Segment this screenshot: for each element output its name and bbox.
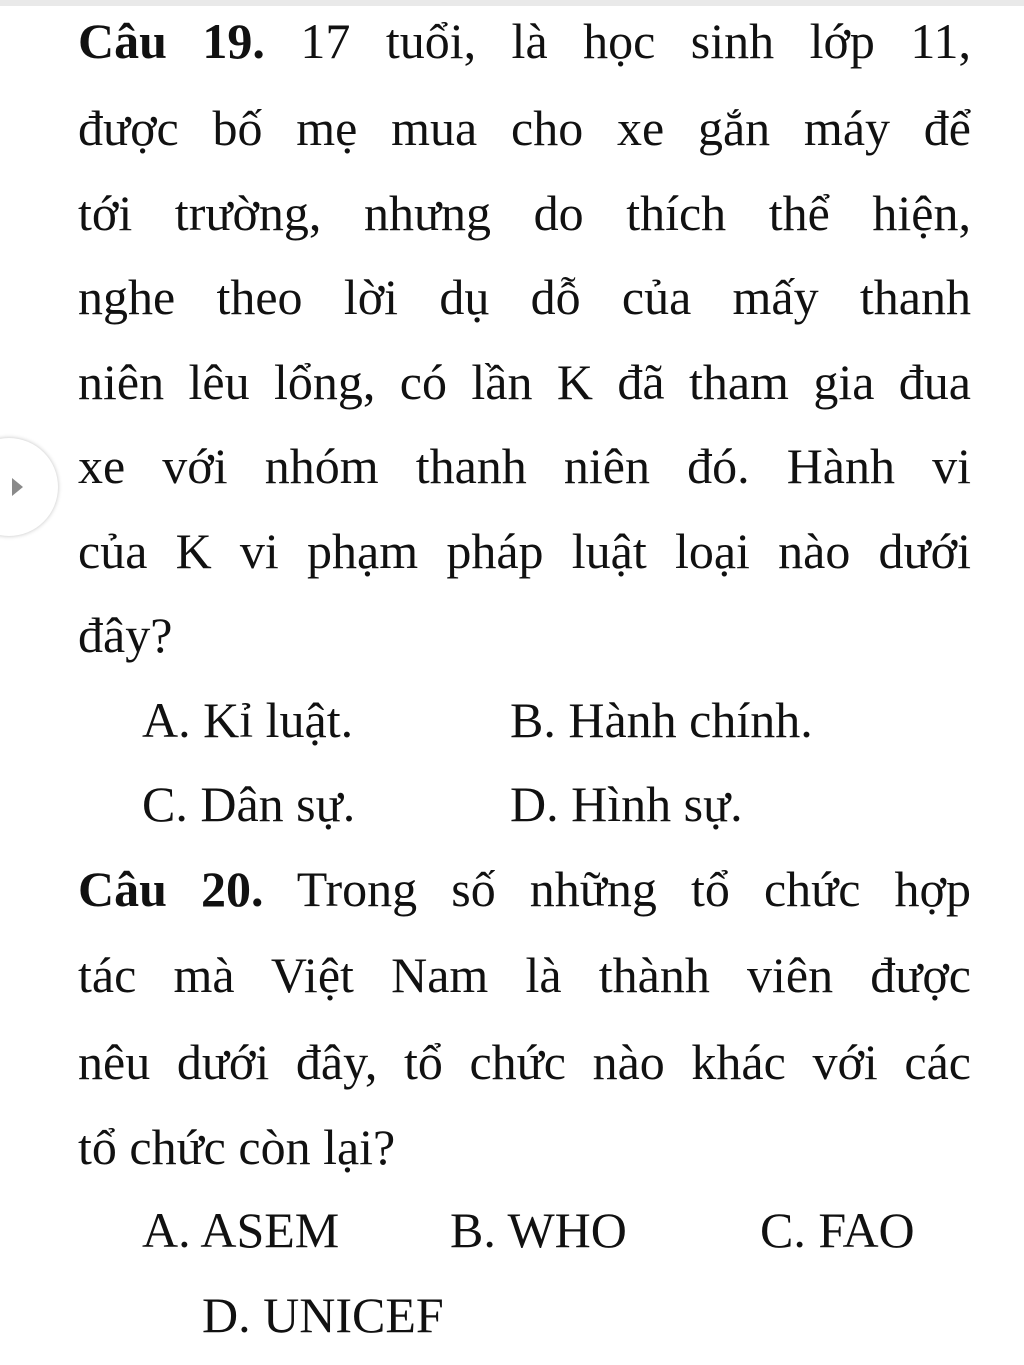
q20-line-1: [78, 859, 971, 919]
q19-line-4: nghe theo lời dụ dỗ của mấy thanh: [78, 269, 971, 325]
q19-line-8: đây?: [78, 607, 173, 663]
q19-option-d: D. Hình sự.: [510, 776, 743, 832]
q20-line-3: nêu dưới đây, tổ chức nào khác với các: [78, 1034, 971, 1090]
q19-line-5: niên lêu lổng, có lần K đã tham gia đua: [78, 354, 971, 410]
q19-option-b: B. Hành chính.: [510, 692, 813, 748]
q20-option-a: A. ASEM: [142, 1202, 340, 1258]
q20-line-2: tác mà Việt Nam là thành viên được: [78, 947, 971, 1003]
q19-option-c: C. Dân sự.: [142, 776, 356, 832]
q19-option-a: A. Kỉ luật.: [142, 692, 354, 748]
q19-line-3: tới trường, nhưng do thích thể hiện,: [78, 185, 971, 241]
q19-number: Câu 19.: [78, 13, 265, 69]
q19-line-1-text: 17 tuổi, là học sinh lớp 11,: [264, 13, 972, 69]
q19-line-6: xe với nhóm thanh niên đó. Hành vi: [78, 438, 971, 494]
q20-option-c: C. FAO: [760, 1202, 915, 1258]
play-arrow-icon: [12, 478, 23, 496]
top-edge-strip: [0, 0, 1024, 6]
q20-option-d: D. UNICEF: [202, 1287, 444, 1343]
q20-number: Câu 20.: [78, 861, 264, 917]
q20-option-b: B. WHO: [450, 1202, 627, 1258]
side-panel-handle[interactable]: [0, 438, 58, 536]
q20-line-1-text: Trong số những tổ chức hợp: [263, 861, 971, 917]
q19-line-2: được bố mẹ mua cho xe gắn máy để: [78, 100, 971, 156]
q20-line-4: tổ chức còn lại?: [78, 1119, 396, 1175]
q19-line-1: [78, 11, 971, 71]
q19-line-7: của K vi phạm pháp luật loại nào dưới: [78, 523, 971, 579]
